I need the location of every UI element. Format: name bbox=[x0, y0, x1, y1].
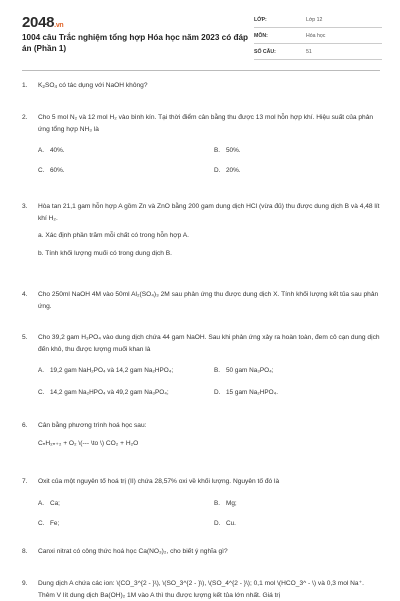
question-text: $K_2SO_4$ có tác dụng với NaOH không? bbox=[38, 82, 148, 89]
question-text: Hòa tan 21,1 gam hỗn hợp A gồm Zn và ZnO bằng 200 gam dung dịch HCl (vừa đủ) thu được dung dịch B và 4,48 lít khí H₂. a. Xác định phần trăm mỗi chất có trong hỗn hợp A. b. Tính khối lượng muối có trong dung dịch B. bbox=[38, 201, 382, 259]
option-c[interactable]: C. 14,2 gam Na₂HPO₄ và 49,2 gam Na₃PO₄; bbox=[38, 389, 169, 396]
question-number: 5. bbox=[22, 334, 28, 341]
option-d[interactable]: D. 20%. bbox=[214, 167, 241, 174]
site-logo[interactable] bbox=[22, 14, 63, 31]
meta-row-class bbox=[254, 14, 382, 28]
question-text: Dung dịch A chứa các ion: \(CO_3^{2 - }\), \(SO_3^{2 - }\), \(SO_4^{2 - }\); 0,1 mol \(HCO_3^ - \) và 0,3 mol Na⁺. Thêm V lít dung dịch Ba(OH)₂ 1M vào A thì thu được lượng kết tủa lớn nhất. Giá trị bbox=[38, 580, 364, 599]
question-text: Cho 250ml NaOH 4M vào 50ml Al₂(SO₄)₃ 2M sau phản ứng thu được dung dịch X. Tính khối lượng kết tủa sau phản ứng. bbox=[38, 291, 379, 310]
options bbox=[38, 494, 382, 532]
meta-value: Hóa học bbox=[306, 33, 326, 39]
meta-box bbox=[254, 14, 382, 62]
question-number: 7. bbox=[22, 478, 28, 485]
options bbox=[38, 361, 382, 401]
question-number: 1. bbox=[22, 82, 28, 89]
options bbox=[38, 141, 382, 175]
question-number: 3. bbox=[22, 203, 28, 210]
option-b[interactable]: B. 50 gam Na₃PO₄; bbox=[214, 367, 274, 374]
question-text: Cho 39,2 gam H₃PO₄ vào dung dịch chứa 44 gam NaOH. Sau khi phản ứng xảy ra hoàn toàn, đem cô cạn dung dịch đến khô, thu được lượng muối khan là A. 19,2 gam NaH₂PO₄ và 14,2 gam Na₂HPO₄; B. 50 gam Na₃PO₄; C. 14,2 gam Na₂HPO₄ và 49,2 gam Na₃PO₄; D. 15 gam Na₂HPO₄. bbox=[38, 332, 382, 401]
header-divider bbox=[22, 70, 380, 71]
question-number: 2. bbox=[22, 114, 28, 121]
question-number: 6. bbox=[22, 422, 28, 429]
meta-label: MÔN: bbox=[254, 33, 268, 39]
option-d[interactable]: D. 15 gam Na₂HPO₄. bbox=[214, 389, 278, 396]
option-a[interactable]: A. 40%. bbox=[38, 147, 65, 154]
question-number: 8. bbox=[22, 548, 28, 555]
option-a[interactable]: A. 19,2 gam NaH₂PO₄ và 14,2 gam Na₂HPO₄; bbox=[38, 367, 174, 374]
meta-row-subject bbox=[254, 30, 382, 44]
meta-value: 51 bbox=[306, 49, 312, 55]
document-title: 1004 câu Trắc nghiệm tổng hợp Hóa học năm 2023 có đáp án (Phần 1) bbox=[22, 33, 249, 53]
question-text: Canxi nitrat có công thức hoá học Ca(NO₃)₂, cho biết ý nghĩa gì? bbox=[38, 548, 228, 555]
meta-row-count bbox=[254, 46, 382, 60]
option-b[interactable]: B. 50%. bbox=[214, 147, 241, 154]
sub-question-b: b. Tính khối lượng muối có trong dung dịch B. bbox=[38, 249, 172, 257]
option-d[interactable]: D. Cu. bbox=[214, 519, 236, 527]
header bbox=[22, 12, 382, 64]
logo-text: 2048 bbox=[22, 14, 55, 31]
option-c[interactable]: C. 60%. bbox=[38, 167, 65, 174]
question-text: Cho 5 mol N₂ và 12 mol H₂ vào bình kín. Tại thời điểm cân bằng thu được 13 mol hỗn hợp khí. Hiệu suất của phản ứng tổng hợp NH₃ là A. 40%. B. 50%. C. 60%. D. 20%. bbox=[38, 112, 382, 175]
question-number: 9. bbox=[22, 580, 28, 587]
question-number: 4. bbox=[22, 291, 28, 298]
question-text: Cân bằng phương trình hoá học sau: CₙH₂ₙ₊₂ + O₂ \(--- \to \) CO₂ + H₂O bbox=[38, 420, 382, 449]
meta-value: Lớp 12 bbox=[306, 17, 323, 23]
meta-label: LỚP: bbox=[254, 17, 267, 23]
question-text: Oxit của một nguyên tố hoá trị (II) chứa 28,57% oxi về khối lượng. Nguyên tố đó là A. Ca; B. Mg; C. Fe; D. Cu. bbox=[38, 476, 382, 532]
option-a[interactable]: A. Ca; bbox=[38, 499, 60, 507]
logo-suffix: .vn bbox=[54, 22, 64, 29]
equation: CₙH₂ₙ₊₂ + O₂ \(--- \to \) CO₂ + H₂O bbox=[38, 439, 139, 447]
meta-label: SỐ CÂU: bbox=[254, 49, 276, 55]
sub-question-a: a. Xác định phần trăm mỗi chất có trong hỗn hợp A. bbox=[38, 232, 189, 239]
option-b[interactable]: B. Mg; bbox=[214, 499, 237, 507]
option-c[interactable]: C. Fe; bbox=[38, 519, 60, 527]
